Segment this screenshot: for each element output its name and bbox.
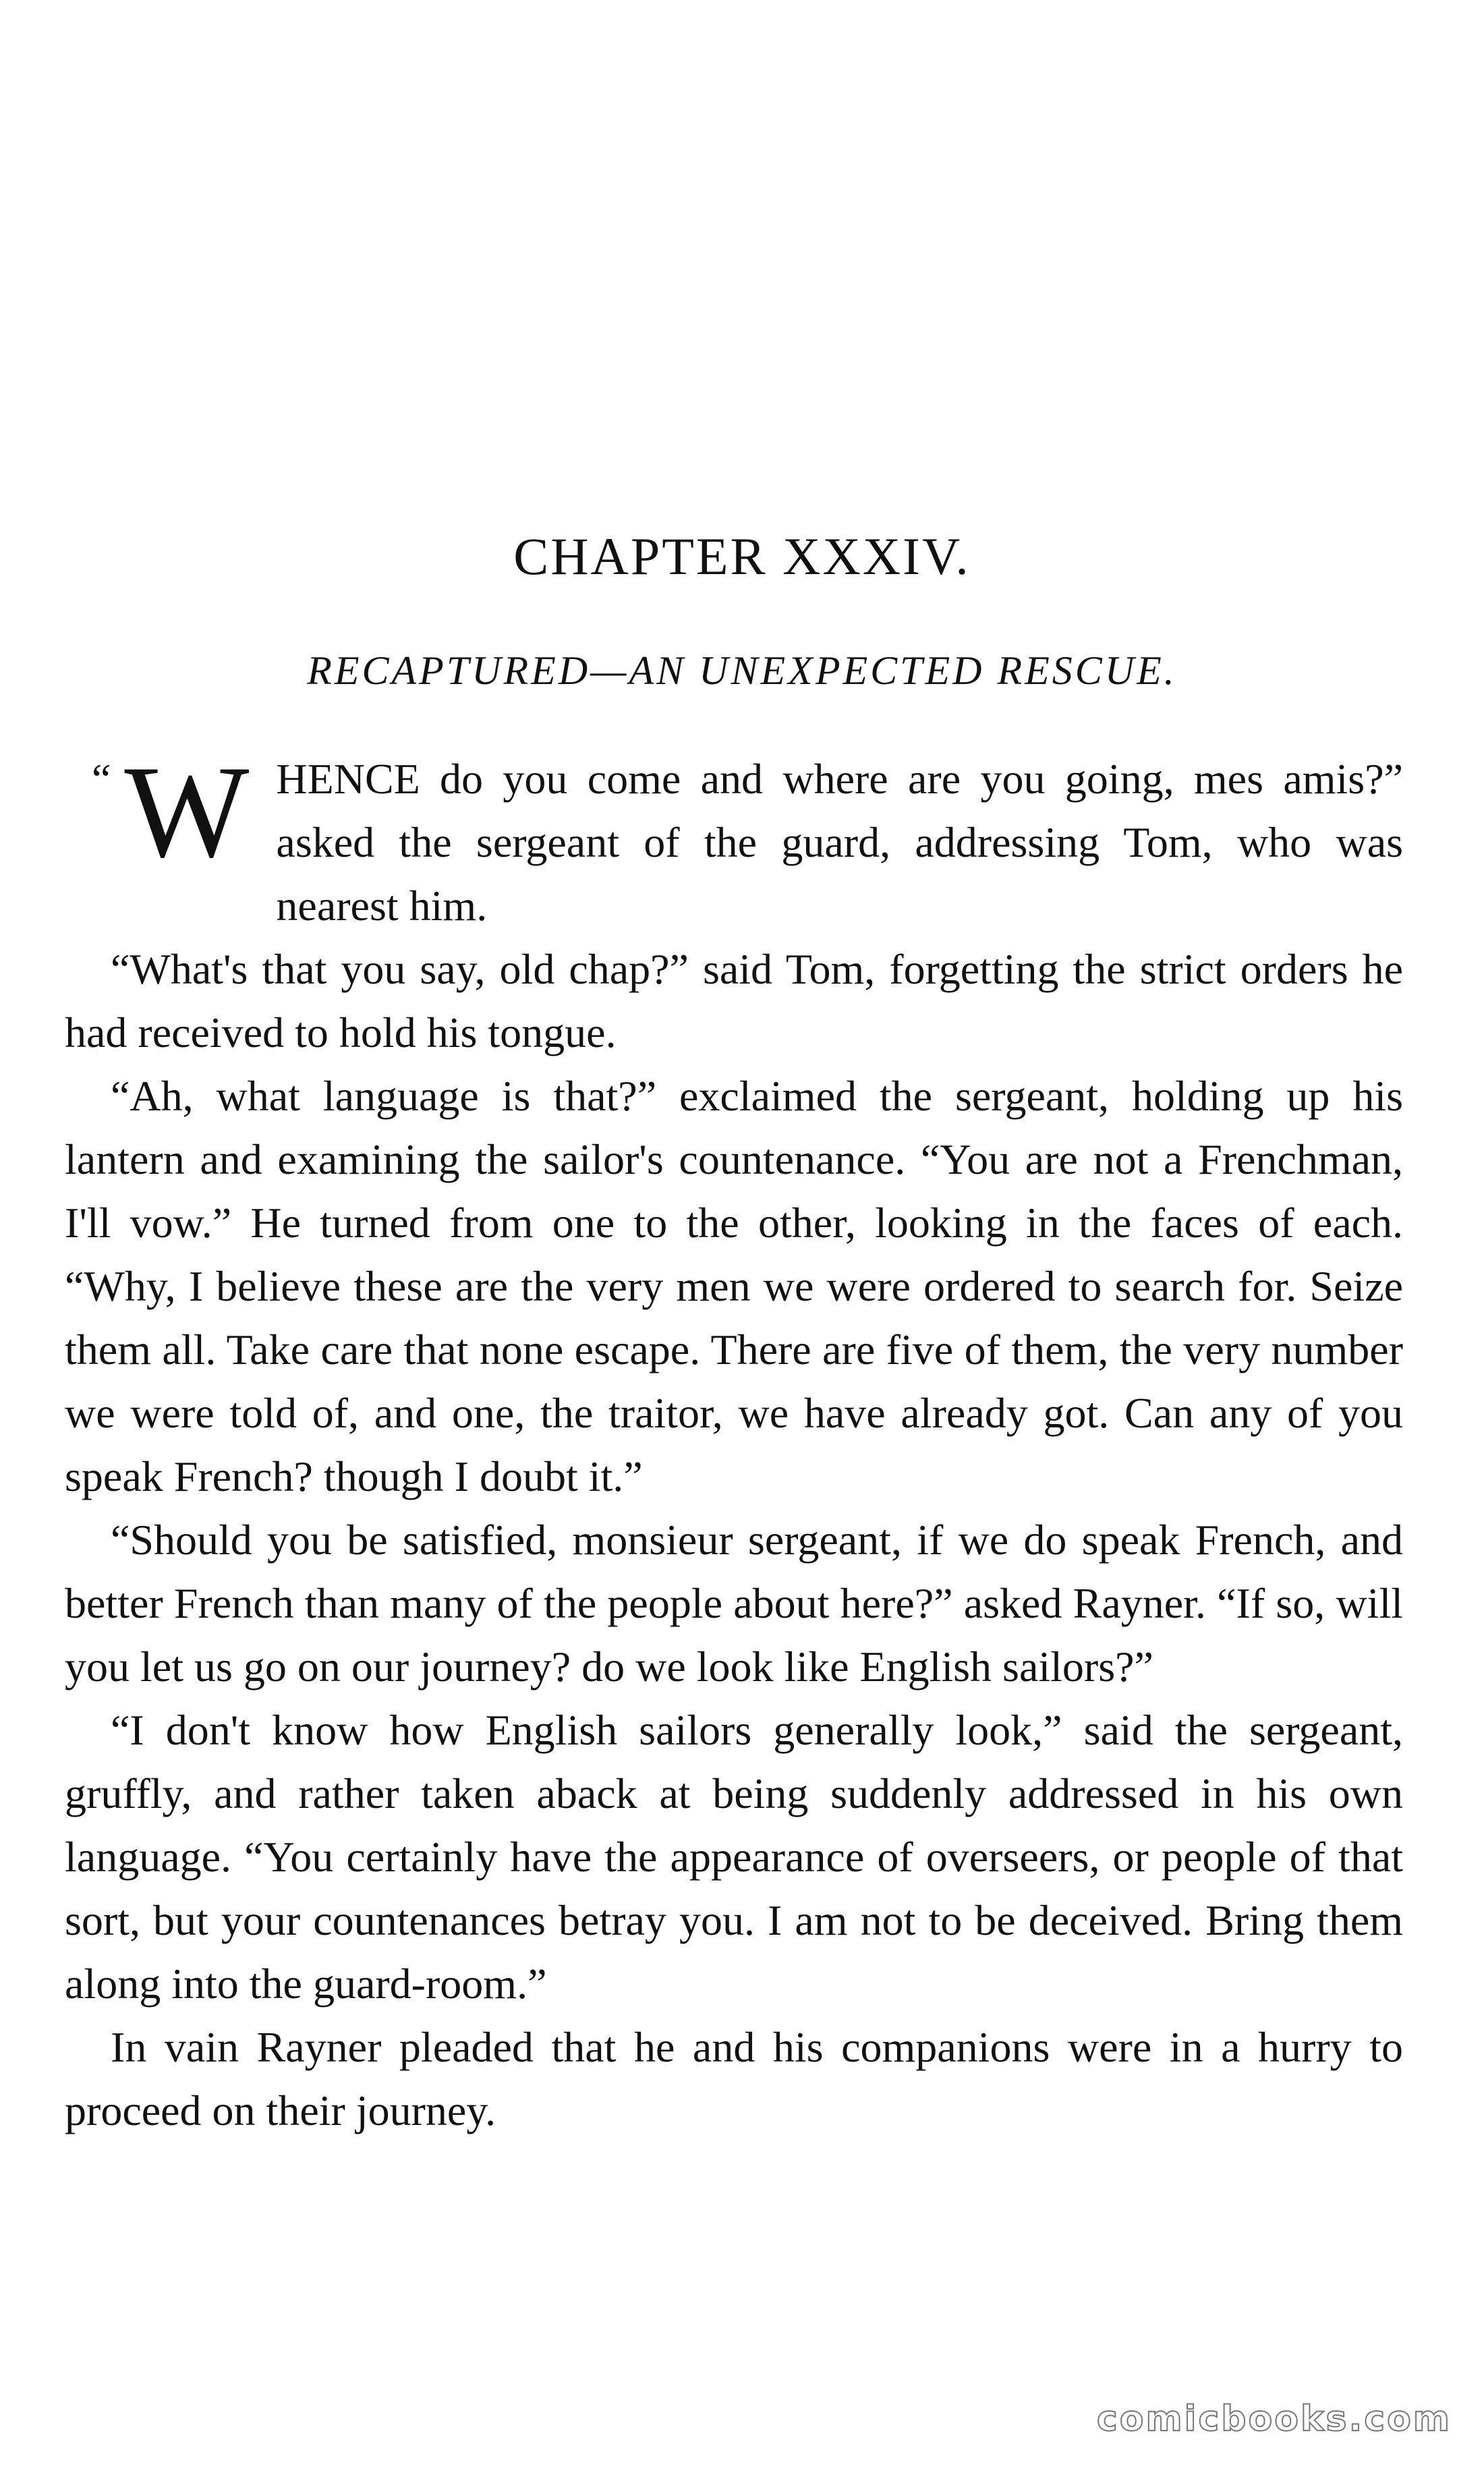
paragraph-1 xyxy=(65,739,1403,938)
chapter-body xyxy=(65,739,1403,2142)
paragraph-1-text: HENCE do you come and where are you going, mes amis?” asked the sergeant of the guard, addressing Tom, who was nearest him. xyxy=(276,755,1403,930)
watermark-logo: comicbooks.com xyxy=(1096,2399,1452,2439)
chapter-title: CHAPTER XXXIV. xyxy=(513,527,971,586)
drop-cap-letter: W xyxy=(124,739,250,885)
paragraph-5: “I don't know how English sailors generally look,” said the sergeant, gruffly, and rather taken aback at being suddenly addressed in his own language. “You certainly have the appearance of overseers, or people of that sort, but your countenances betray you. I am not to be deceived. Bring them along into the guard-room.” xyxy=(65,1706,1403,2008)
chapter-subtitle: RECAPTURED—AN UNEXPECTED RESCUE. xyxy=(307,648,1177,693)
opening-quote: “ xyxy=(92,755,111,803)
paragraph-2: “What's that you say, old chap?” said Tom, forgetting the strict orders he had received to hold his tongue. xyxy=(65,945,1403,1056)
paragraph-3: “Ah, what language is that?” exclaimed the sergeant, holding up his lantern and examining the sailor's countenance. “You are not a Frenchman, I'll vow.” He turned from one to the other, looking in the faces of each. “Why, I believe these are the very men we were ordered to search for. Seize them all. Take care that none escape. There are five of them, the very number we were told of, and one, the traitor, we have already got. Can any of you speak French? though I doubt it.” xyxy=(65,1072,1403,1500)
paragraph-6: In vain Rayner pleaded that he and his companions were in a hurry to proceed on their journey. xyxy=(65,2023,1403,2134)
paragraph-4: “Should you be satisfied, monsieur sergeant, if we do speak French, and better French than many of the people about here?” asked Rayner. “If so, will you let us go on our journey? do we look like English sailors?” xyxy=(65,1516,1403,1691)
